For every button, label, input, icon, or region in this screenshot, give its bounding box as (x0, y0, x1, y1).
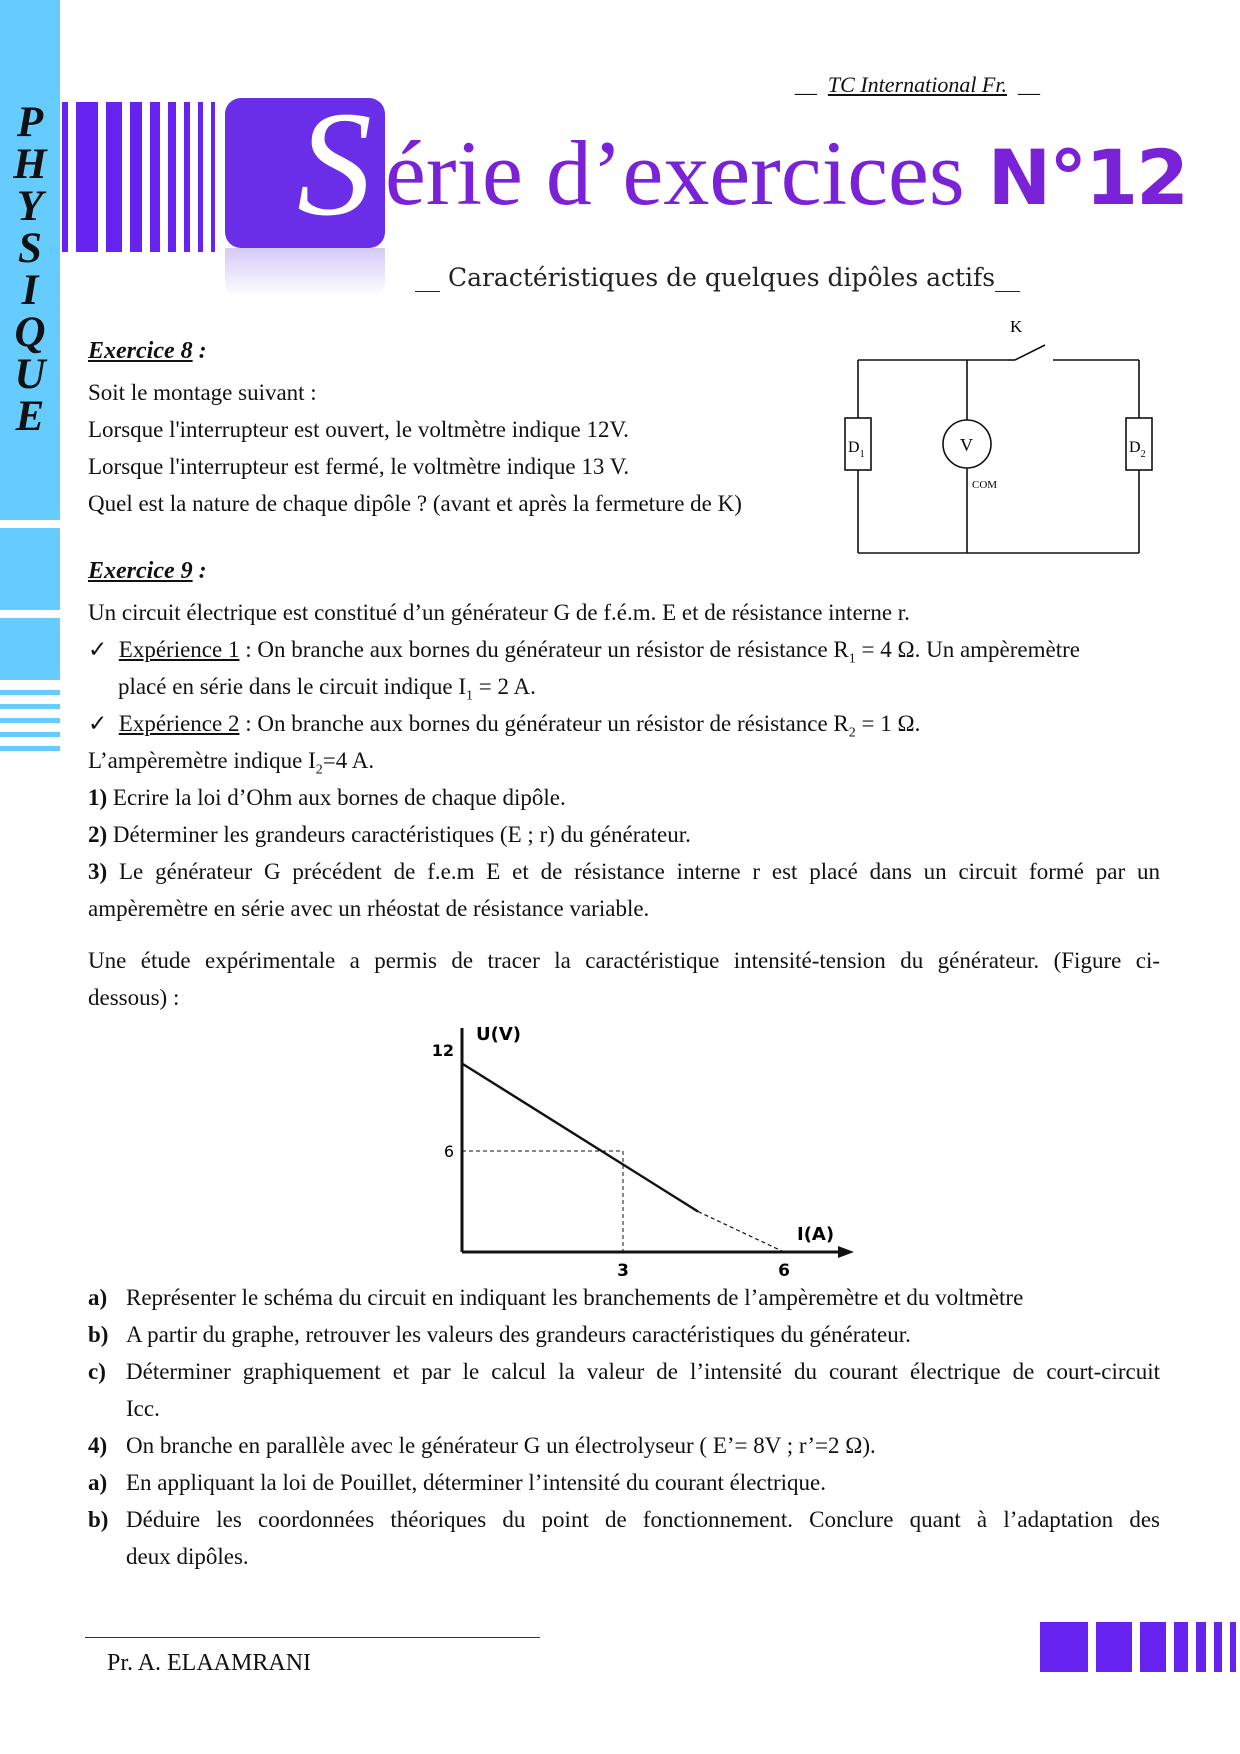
subscript: 2 (848, 725, 856, 741)
question-a: Représenter le schéma du circuit en indiquant les branchements de l’ampèremètre et du voltmètre (126, 1285, 1024, 1310)
title-text: érie d’exercices (385, 122, 988, 224)
footer-square (1214, 1622, 1222, 1672)
check-icon: ✓ (88, 711, 108, 736)
side-stripe (0, 732, 60, 737)
title-reflection (225, 248, 385, 298)
question-4b: Déduire les coordonnées théoriques du point de fonctionnement. Conclure quant à l’adaptation des (126, 1507, 1160, 1532)
d1-letter: D (848, 439, 860, 456)
question-text: Ecrire la loi d’Ohm aux bornes de chaque dipôle. (107, 785, 566, 810)
experience-1-text: = 4 Ω. Un ampèremètre (855, 637, 1080, 662)
ex8-line: Lorsque l'interrupteur est fermé, le voltmètre indique 13 V. (88, 454, 630, 479)
study-text: Une étude expérimentale a permis de tracer la caractéristique intensité-tension du générateur. (Figure ci- (88, 948, 1160, 973)
experience-2-label: Expérience 2 (118, 711, 240, 736)
side-label-physique (10, 99, 50, 440)
question-c: Déterminer graphiquement et par le calcul la valeur de l’intensité du courant électrique de court-circuit (126, 1359, 1160, 1384)
voltmeter-label: V (960, 435, 973, 455)
question-3-cont: ampèremètre en série avec un rhéostat de résistance variable. (88, 896, 650, 921)
footer-square (1096, 1622, 1132, 1672)
title-bar (76, 102, 98, 252)
side-block (0, 618, 60, 680)
colon: : (192, 558, 207, 584)
y-axis-label: U(V) (476, 1024, 521, 1045)
question-4: On branche en parallèle avec le générateur G un électrolyseur ( E’= 8V ; r’=2 Ω). (126, 1433, 876, 1458)
side-letter: U (14, 351, 46, 398)
question-4-label: 4) (88, 1433, 108, 1458)
experience-2 (88, 711, 920, 742)
side-stripe (0, 718, 60, 723)
class-tag (795, 72, 1040, 98)
side-letter: E (15, 393, 45, 440)
d1-subscript: 1 (859, 449, 865, 460)
question-text: Déterminer les grandeurs caractéristiques (E ; r) du générateur. (107, 822, 691, 847)
footer-square (1040, 1622, 1088, 1672)
question-4b-cont: deux dipôles. (126, 1544, 249, 1569)
question-4b-label: b) (88, 1507, 109, 1532)
side-letter: H (13, 141, 47, 188)
footer-square (1140, 1622, 1166, 1672)
voltmeter-com-label: COM (972, 479, 998, 491)
experience-1 (88, 637, 1080, 668)
footer-divider (85, 1637, 540, 1638)
series-characteristic-line (462, 1063, 698, 1211)
exercise-8-title (88, 338, 207, 365)
d2-letter: D (1129, 439, 1141, 456)
experience-2-text: = 1 Ω. (855, 711, 921, 736)
footer-author: Pr. A. ELAAMRANI (107, 1650, 312, 1676)
d2-label (1129, 439, 1146, 460)
question-b-label: b) (88, 1322, 109, 1347)
question-number: 1) (88, 785, 108, 810)
question-text: Le générateur G précédent de f.e.m E et de résistance interne r est placé dans un circuit formé par un (107, 859, 1160, 884)
experience-1-text: : On branche aux bornes du générateur un résistor de résistance R (239, 637, 849, 662)
side-block (0, 528, 60, 610)
title-bar (106, 102, 122, 252)
tag-dash: __ (794, 72, 817, 97)
question-number: 3) (88, 859, 108, 884)
side-letter: P (16, 99, 44, 146)
colon: : (192, 338, 207, 364)
title-number: N°12 (987, 133, 1188, 222)
ex9-intro: Un circuit électrique est constitué d’un générateur G de f.é.m. E et de résistance interne r. (88, 600, 910, 625)
question-c-label: c) (88, 1359, 106, 1384)
study-text-cont: dessous) : (88, 985, 180, 1010)
subscript: 1 (466, 688, 474, 704)
series-extrapolation-line (698, 1212, 784, 1252)
question-4a-label: a) (88, 1470, 108, 1495)
footer-square (1174, 1622, 1188, 1672)
footer-square (1230, 1622, 1236, 1672)
experience-1-cont (118, 674, 536, 705)
side-stripe (0, 690, 60, 695)
side-letter: Q (14, 309, 46, 356)
tag-dash: __ (1018, 72, 1040, 97)
title-bar (184, 102, 190, 252)
side-stripe (0, 704, 60, 709)
title-bar (130, 102, 142, 252)
subscript: 1 (848, 651, 856, 667)
side-letter: Y (16, 183, 44, 230)
title-bar (150, 102, 160, 252)
ex8-line: Quel est la nature de chaque dipôle ? (avant et après la fermeture de K) (88, 491, 742, 516)
side-letter: S (18, 225, 42, 272)
ui-characteristic-chart (420, 1020, 900, 1280)
question-4a: En appliquant la loi de Pouillet, déterminer l’intensité du courant électrique. (126, 1470, 827, 1495)
exercise-8-title-text: Exercice 8 (88, 338, 193, 364)
exercise-9-title (88, 558, 207, 585)
question-3 (88, 859, 1160, 885)
x-axis-label: I(A) (797, 1224, 835, 1245)
x-tick-label: 6 (778, 1261, 790, 1280)
y-tick-label: 12 (431, 1041, 454, 1060)
d1-label (848, 439, 865, 460)
question-number: 2) (88, 822, 108, 847)
exercise-9-title-text: Exercice 9 (88, 558, 193, 584)
title-bar (198, 102, 203, 252)
text: = 2 A. (473, 674, 536, 699)
experience-1-label: Expérience 1 (118, 637, 240, 662)
page-title (385, 120, 1187, 226)
x-tick-label: 3 (617, 1261, 629, 1280)
experience-2-text: : On branche aux bornes du générateur un résistor de résistance R (239, 711, 849, 736)
title-bar (211, 102, 215, 252)
question-1 (88, 785, 566, 811)
question-2 (88, 822, 691, 848)
circuit-diagram (830, 310, 1160, 560)
title-bar (62, 102, 68, 252)
class-tag-text: TC International Fr. (827, 72, 1007, 97)
title-logo-letter: S (297, 81, 372, 247)
ex8-line: Soit le montage suivant : (88, 380, 317, 405)
ex8-line: Lorsque l'interrupteur est ouvert, le voltmètre indique 12V. (88, 417, 629, 442)
title-logo-s (225, 81, 385, 248)
page-subtitle: __ Caractéristiques de quelques dipôles actifs__ (415, 263, 1021, 292)
side-stripe (0, 746, 60, 751)
question-c-cont: Icc. (126, 1396, 160, 1421)
text: =4 A. (322, 748, 375, 773)
subscript: 2 (315, 762, 323, 778)
y-tick-label: 6 (443, 1142, 454, 1161)
switch-k-label: K (1010, 317, 1023, 336)
text: L’ampèremètre indique I (88, 748, 316, 773)
ammeter-reading (88, 748, 374, 779)
x-axis-arrow (838, 1246, 854, 1258)
question-b: A partir du graphe, retrouver les valeurs des grandeurs caractéristiques du générateur. (126, 1322, 911, 1347)
text: placé en série dans le circuit indique I (118, 674, 467, 699)
check-icon: ✓ (88, 637, 108, 662)
footer-square (1196, 1622, 1206, 1672)
title-bar (168, 102, 176, 252)
question-a-label: a) (88, 1285, 108, 1310)
side-letter: I (21, 267, 39, 314)
d2-subscript: 2 (1140, 449, 1146, 460)
switch-k-blade (1015, 345, 1045, 360)
